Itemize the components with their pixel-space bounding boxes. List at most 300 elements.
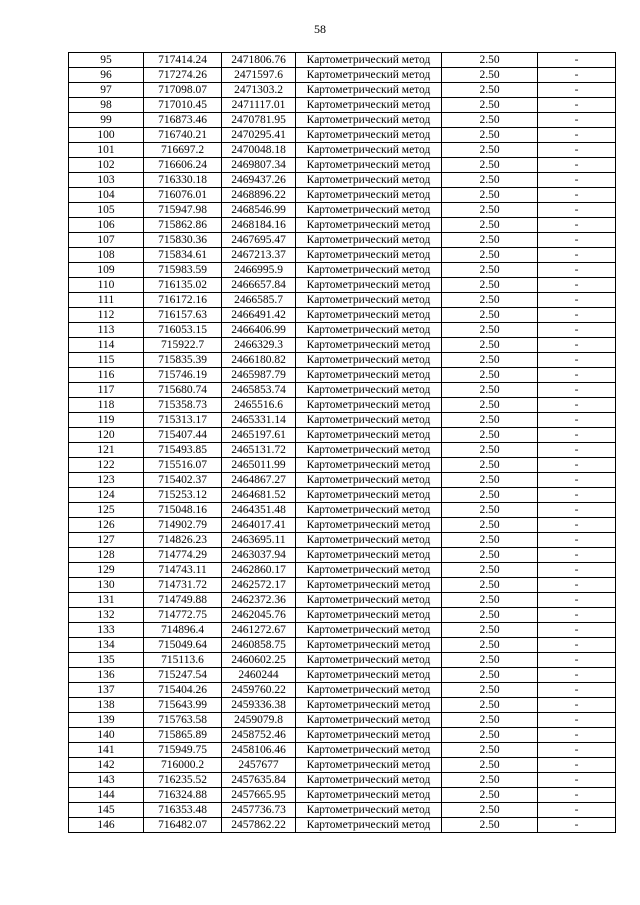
x-coordinate-cell: 715358.73 bbox=[144, 398, 222, 413]
description-cell: - bbox=[538, 383, 616, 398]
point-number-cell: 113 bbox=[69, 323, 144, 338]
accuracy-cell: 2.50 bbox=[442, 788, 538, 803]
y-coordinate-cell: 2471117.01 bbox=[222, 98, 296, 113]
x-coordinate-cell: 714902.79 bbox=[144, 518, 222, 533]
table-row bbox=[69, 773, 616, 788]
description-cell: - bbox=[538, 713, 616, 728]
x-coordinate-cell: 714731.72 bbox=[144, 578, 222, 593]
accuracy-cell: 2.50 bbox=[442, 263, 538, 278]
y-coordinate-cell: 2462372.36 bbox=[222, 593, 296, 608]
method-cell: Картометрический метод bbox=[296, 488, 442, 503]
method-cell: Картометрический метод bbox=[296, 593, 442, 608]
coordinates-table bbox=[68, 52, 616, 833]
method-cell: Картометрический метод bbox=[296, 683, 442, 698]
table-row bbox=[69, 638, 616, 653]
table-row bbox=[69, 53, 616, 68]
point-number-cell: 127 bbox=[69, 533, 144, 548]
accuracy-cell: 2.50 bbox=[442, 143, 538, 158]
x-coordinate-cell: 715834.61 bbox=[144, 248, 222, 263]
x-coordinate-cell: 714772.75 bbox=[144, 608, 222, 623]
x-coordinate-cell: 715253.12 bbox=[144, 488, 222, 503]
table-row bbox=[69, 143, 616, 158]
description-cell: - bbox=[538, 518, 616, 533]
description-cell: - bbox=[538, 743, 616, 758]
description-cell: - bbox=[538, 803, 616, 818]
x-coordinate-cell: 715947.98 bbox=[144, 203, 222, 218]
table-row bbox=[69, 158, 616, 173]
method-cell: Картометрический метод bbox=[296, 143, 442, 158]
x-coordinate-cell: 717274.26 bbox=[144, 68, 222, 83]
page-number: 58 bbox=[314, 22, 326, 36]
y-coordinate-cell: 2469807.34 bbox=[222, 158, 296, 173]
point-number-cell: 146 bbox=[69, 818, 144, 833]
point-number-cell: 118 bbox=[69, 398, 144, 413]
point-number-cell: 139 bbox=[69, 713, 144, 728]
description-cell: - bbox=[538, 203, 616, 218]
table-row bbox=[69, 383, 616, 398]
table-row bbox=[69, 788, 616, 803]
description-cell: - bbox=[538, 548, 616, 563]
y-coordinate-cell: 2457736.73 bbox=[222, 803, 296, 818]
accuracy-cell: 2.50 bbox=[442, 248, 538, 263]
point-number-cell: 132 bbox=[69, 608, 144, 623]
x-coordinate-cell: 716172.16 bbox=[144, 293, 222, 308]
description-cell: - bbox=[538, 488, 616, 503]
table-row bbox=[69, 728, 616, 743]
table-row bbox=[69, 653, 616, 668]
accuracy-cell: 2.50 bbox=[442, 413, 538, 428]
method-cell: Картометрический метод bbox=[296, 428, 442, 443]
description-cell: - bbox=[538, 68, 616, 83]
method-cell: Картометрический метод bbox=[296, 668, 442, 683]
accuracy-cell: 2.50 bbox=[442, 503, 538, 518]
point-number-cell: 128 bbox=[69, 548, 144, 563]
y-coordinate-cell: 2471806.76 bbox=[222, 53, 296, 68]
table-row bbox=[69, 113, 616, 128]
method-cell: Картометрический метод bbox=[296, 728, 442, 743]
point-number-cell: 119 bbox=[69, 413, 144, 428]
accuracy-cell: 2.50 bbox=[442, 128, 538, 143]
accuracy-cell: 2.50 bbox=[442, 398, 538, 413]
accuracy-cell: 2.50 bbox=[442, 743, 538, 758]
accuracy-cell: 2.50 bbox=[442, 668, 538, 683]
accuracy-cell: 2.50 bbox=[442, 68, 538, 83]
y-coordinate-cell: 2466180.82 bbox=[222, 353, 296, 368]
accuracy-cell: 2.50 bbox=[442, 653, 538, 668]
table-row bbox=[69, 248, 616, 263]
method-cell: Картометрический метод bbox=[296, 113, 442, 128]
point-number-cell: 117 bbox=[69, 383, 144, 398]
point-number-cell: 115 bbox=[69, 353, 144, 368]
x-coordinate-cell: 716324.88 bbox=[144, 788, 222, 803]
x-coordinate-cell: 716740.21 bbox=[144, 128, 222, 143]
point-number-cell: 116 bbox=[69, 368, 144, 383]
x-coordinate-cell: 714896.4 bbox=[144, 623, 222, 638]
method-cell: Картометрический метод bbox=[296, 308, 442, 323]
x-coordinate-cell: 716482.07 bbox=[144, 818, 222, 833]
x-coordinate-cell: 715949.75 bbox=[144, 743, 222, 758]
table-row bbox=[69, 668, 616, 683]
table-row bbox=[69, 503, 616, 518]
method-cell: Картометрический метод bbox=[296, 803, 442, 818]
x-coordinate-cell: 715049.64 bbox=[144, 638, 222, 653]
description-cell: - bbox=[538, 533, 616, 548]
point-number-cell: 138 bbox=[69, 698, 144, 713]
method-cell: Картометрический метод bbox=[296, 413, 442, 428]
method-cell: Картометрический метод bbox=[296, 653, 442, 668]
point-number-cell: 102 bbox=[69, 158, 144, 173]
table-row bbox=[69, 398, 616, 413]
y-coordinate-cell: 2466491.42 bbox=[222, 308, 296, 323]
description-cell: - bbox=[538, 818, 616, 833]
point-number-cell: 109 bbox=[69, 263, 144, 278]
method-cell: Картометрический метод bbox=[296, 203, 442, 218]
x-coordinate-cell: 715313.17 bbox=[144, 413, 222, 428]
point-number-cell: 99 bbox=[69, 113, 144, 128]
point-number-cell: 114 bbox=[69, 338, 144, 353]
y-coordinate-cell: 2471303.2 bbox=[222, 83, 296, 98]
description-cell: - bbox=[538, 293, 616, 308]
table-row bbox=[69, 188, 616, 203]
method-cell: Картометрический метод bbox=[296, 293, 442, 308]
table-row bbox=[69, 458, 616, 473]
x-coordinate-cell: 717010.45 bbox=[144, 98, 222, 113]
accuracy-cell: 2.50 bbox=[442, 608, 538, 623]
point-number-cell: 95 bbox=[69, 53, 144, 68]
accuracy-cell: 2.50 bbox=[442, 383, 538, 398]
method-cell: Картометрический метод bbox=[296, 53, 442, 68]
description-cell: - bbox=[538, 278, 616, 293]
accuracy-cell: 2.50 bbox=[442, 698, 538, 713]
y-coordinate-cell: 2460858.75 bbox=[222, 638, 296, 653]
table-row bbox=[69, 803, 616, 818]
table-row bbox=[69, 818, 616, 833]
y-coordinate-cell: 2466995.9 bbox=[222, 263, 296, 278]
x-coordinate-cell: 716606.24 bbox=[144, 158, 222, 173]
description-cell: - bbox=[538, 218, 616, 233]
accuracy-cell: 2.50 bbox=[442, 233, 538, 248]
description-cell: - bbox=[538, 788, 616, 803]
description-cell: - bbox=[538, 188, 616, 203]
point-number-cell: 137 bbox=[69, 683, 144, 698]
description-cell: - bbox=[538, 158, 616, 173]
point-number-cell: 136 bbox=[69, 668, 144, 683]
description-cell: - bbox=[538, 653, 616, 668]
x-coordinate-cell: 715680.74 bbox=[144, 383, 222, 398]
table-row bbox=[69, 128, 616, 143]
y-coordinate-cell: 2465197.61 bbox=[222, 428, 296, 443]
x-coordinate-cell: 715247.54 bbox=[144, 668, 222, 683]
x-coordinate-cell: 715835.39 bbox=[144, 353, 222, 368]
y-coordinate-cell: 2462572.17 bbox=[222, 578, 296, 593]
point-number-cell: 124 bbox=[69, 488, 144, 503]
point-number-cell: 112 bbox=[69, 308, 144, 323]
table-row bbox=[69, 698, 616, 713]
point-number-cell: 133 bbox=[69, 623, 144, 638]
method-cell: Картометрический метод bbox=[296, 248, 442, 263]
description-cell: - bbox=[538, 353, 616, 368]
y-coordinate-cell: 2468184.16 bbox=[222, 218, 296, 233]
method-cell: Картометрический метод bbox=[296, 158, 442, 173]
x-coordinate-cell: 715407.44 bbox=[144, 428, 222, 443]
accuracy-cell: 2.50 bbox=[442, 368, 538, 383]
x-coordinate-cell: 716353.48 bbox=[144, 803, 222, 818]
point-number-cell: 106 bbox=[69, 218, 144, 233]
table-row bbox=[69, 758, 616, 773]
accuracy-cell: 2.50 bbox=[442, 218, 538, 233]
table-row bbox=[69, 308, 616, 323]
x-coordinate-cell: 715113.6 bbox=[144, 653, 222, 668]
description-cell: - bbox=[538, 308, 616, 323]
y-coordinate-cell: 2462860.17 bbox=[222, 563, 296, 578]
description-cell: - bbox=[538, 623, 616, 638]
description-cell: - bbox=[538, 443, 616, 458]
x-coordinate-cell: 715763.58 bbox=[144, 713, 222, 728]
description-cell: - bbox=[538, 248, 616, 263]
point-number-cell: 142 bbox=[69, 758, 144, 773]
y-coordinate-cell: 2461272.67 bbox=[222, 623, 296, 638]
description-cell: - bbox=[538, 698, 616, 713]
x-coordinate-cell: 715643.99 bbox=[144, 698, 222, 713]
accuracy-cell: 2.50 bbox=[442, 338, 538, 353]
table-row bbox=[69, 263, 616, 278]
point-number-cell: 121 bbox=[69, 443, 144, 458]
method-cell: Картометрический метод bbox=[296, 623, 442, 638]
method-cell: Картометрический метод bbox=[296, 383, 442, 398]
accuracy-cell: 2.50 bbox=[442, 683, 538, 698]
point-number-cell: 103 bbox=[69, 173, 144, 188]
y-coordinate-cell: 2459760.22 bbox=[222, 683, 296, 698]
accuracy-cell: 2.50 bbox=[442, 308, 538, 323]
accuracy-cell: 2.50 bbox=[442, 623, 538, 638]
accuracy-cell: 2.50 bbox=[442, 773, 538, 788]
description-cell: - bbox=[538, 458, 616, 473]
y-coordinate-cell: 2465853.74 bbox=[222, 383, 296, 398]
accuracy-cell: 2.50 bbox=[442, 203, 538, 218]
y-coordinate-cell: 2457677 bbox=[222, 758, 296, 773]
y-coordinate-cell: 2465011.99 bbox=[222, 458, 296, 473]
y-coordinate-cell: 2464867.27 bbox=[222, 473, 296, 488]
method-cell: Картометрический метод bbox=[296, 713, 442, 728]
x-coordinate-cell: 715048.16 bbox=[144, 503, 222, 518]
method-cell: Картометрический метод bbox=[296, 818, 442, 833]
description-cell: - bbox=[538, 728, 616, 743]
accuracy-cell: 2.50 bbox=[442, 578, 538, 593]
x-coordinate-cell: 715862.86 bbox=[144, 218, 222, 233]
table-row bbox=[69, 323, 616, 338]
point-number-cell: 120 bbox=[69, 428, 144, 443]
table-row bbox=[69, 593, 616, 608]
point-number-cell: 97 bbox=[69, 83, 144, 98]
method-cell: Картометрический метод bbox=[296, 443, 442, 458]
description-cell: - bbox=[538, 503, 616, 518]
x-coordinate-cell: 715922.7 bbox=[144, 338, 222, 353]
point-number-cell: 96 bbox=[69, 68, 144, 83]
y-coordinate-cell: 2463037.94 bbox=[222, 548, 296, 563]
y-coordinate-cell: 2470295.41 bbox=[222, 128, 296, 143]
x-coordinate-cell: 716076.01 bbox=[144, 188, 222, 203]
x-coordinate-cell: 715830.36 bbox=[144, 233, 222, 248]
method-cell: Картометрический метод bbox=[296, 503, 442, 518]
accuracy-cell: 2.50 bbox=[442, 758, 538, 773]
x-coordinate-cell: 714826.23 bbox=[144, 533, 222, 548]
y-coordinate-cell: 2466329.3 bbox=[222, 338, 296, 353]
accuracy-cell: 2.50 bbox=[442, 113, 538, 128]
table-row bbox=[69, 518, 616, 533]
accuracy-cell: 2.50 bbox=[442, 353, 538, 368]
description-cell: - bbox=[538, 413, 616, 428]
table-row bbox=[69, 203, 616, 218]
description-cell: - bbox=[538, 98, 616, 113]
table-row bbox=[69, 743, 616, 758]
description-cell: - bbox=[538, 53, 616, 68]
table-row bbox=[69, 473, 616, 488]
accuracy-cell: 2.50 bbox=[442, 518, 538, 533]
description-cell: - bbox=[538, 398, 616, 413]
point-number-cell: 107 bbox=[69, 233, 144, 248]
y-coordinate-cell: 2468546.99 bbox=[222, 203, 296, 218]
table-row bbox=[69, 428, 616, 443]
x-coordinate-cell: 716697.2 bbox=[144, 143, 222, 158]
description-cell: - bbox=[538, 143, 616, 158]
table-row bbox=[69, 683, 616, 698]
point-number-cell: 134 bbox=[69, 638, 144, 653]
point-number-cell: 110 bbox=[69, 278, 144, 293]
point-number-cell: 101 bbox=[69, 143, 144, 158]
point-number-cell: 135 bbox=[69, 653, 144, 668]
method-cell: Картометрический метод bbox=[296, 638, 442, 653]
method-cell: Картометрический метод bbox=[296, 173, 442, 188]
method-cell: Картометрический метод bbox=[296, 128, 442, 143]
method-cell: Картометрический метод bbox=[296, 218, 442, 233]
description-cell: - bbox=[538, 323, 616, 338]
accuracy-cell: 2.50 bbox=[442, 443, 538, 458]
y-coordinate-cell: 2457862.22 bbox=[222, 818, 296, 833]
x-coordinate-cell: 714749.88 bbox=[144, 593, 222, 608]
y-coordinate-cell: 2468896.22 bbox=[222, 188, 296, 203]
accuracy-cell: 2.50 bbox=[442, 323, 538, 338]
description-cell: - bbox=[538, 428, 616, 443]
description-cell: - bbox=[538, 563, 616, 578]
y-coordinate-cell: 2464017.41 bbox=[222, 518, 296, 533]
method-cell: Картометрический метод bbox=[296, 698, 442, 713]
accuracy-cell: 2.50 bbox=[442, 548, 538, 563]
method-cell: Картометрический метод bbox=[296, 368, 442, 383]
method-cell: Картометрический метод bbox=[296, 338, 442, 353]
table-row bbox=[69, 443, 616, 458]
method-cell: Картометрический метод bbox=[296, 533, 442, 548]
x-coordinate-cell: 717414.24 bbox=[144, 53, 222, 68]
y-coordinate-cell: 2465516.6 bbox=[222, 398, 296, 413]
y-coordinate-cell: 2470781.95 bbox=[222, 113, 296, 128]
description-cell: - bbox=[538, 338, 616, 353]
y-coordinate-cell: 2457665.95 bbox=[222, 788, 296, 803]
accuracy-cell: 2.50 bbox=[442, 428, 538, 443]
y-coordinate-cell: 2457635.84 bbox=[222, 773, 296, 788]
y-coordinate-cell: 2460602.25 bbox=[222, 653, 296, 668]
description-cell: - bbox=[538, 233, 616, 248]
point-number-cell: 140 bbox=[69, 728, 144, 743]
accuracy-cell: 2.50 bbox=[442, 728, 538, 743]
x-coordinate-cell: 716000.2 bbox=[144, 758, 222, 773]
method-cell: Картометрический метод bbox=[296, 608, 442, 623]
description-cell: - bbox=[538, 593, 616, 608]
point-number-cell: 143 bbox=[69, 773, 144, 788]
method-cell: Картометрический метод bbox=[296, 548, 442, 563]
point-number-cell: 141 bbox=[69, 743, 144, 758]
table-row bbox=[69, 83, 616, 98]
description-cell: - bbox=[538, 758, 616, 773]
table-row bbox=[69, 713, 616, 728]
table-row bbox=[69, 578, 616, 593]
x-coordinate-cell: 716157.63 bbox=[144, 308, 222, 323]
description-cell: - bbox=[538, 683, 616, 698]
point-number-cell: 125 bbox=[69, 503, 144, 518]
accuracy-cell: 2.50 bbox=[442, 713, 538, 728]
coordinates-table-body bbox=[69, 53, 616, 833]
accuracy-cell: 2.50 bbox=[442, 173, 538, 188]
table-row bbox=[69, 623, 616, 638]
x-coordinate-cell: 715865.89 bbox=[144, 728, 222, 743]
point-number-cell: 100 bbox=[69, 128, 144, 143]
y-coordinate-cell: 2466657.84 bbox=[222, 278, 296, 293]
point-number-cell: 130 bbox=[69, 578, 144, 593]
method-cell: Картометрический метод bbox=[296, 458, 442, 473]
y-coordinate-cell: 2466406.99 bbox=[222, 323, 296, 338]
table-row bbox=[69, 98, 616, 113]
method-cell: Картометрический метод bbox=[296, 188, 442, 203]
accuracy-cell: 2.50 bbox=[442, 473, 538, 488]
accuracy-cell: 2.50 bbox=[442, 53, 538, 68]
table-row bbox=[69, 293, 616, 308]
y-coordinate-cell: 2463695.11 bbox=[222, 533, 296, 548]
x-coordinate-cell: 716873.46 bbox=[144, 113, 222, 128]
method-cell: Картометрический метод bbox=[296, 353, 442, 368]
table-row bbox=[69, 173, 616, 188]
y-coordinate-cell: 2458106.46 bbox=[222, 743, 296, 758]
point-number-cell: 144 bbox=[69, 788, 144, 803]
x-coordinate-cell: 715516.07 bbox=[144, 458, 222, 473]
method-cell: Картометрический метод bbox=[296, 578, 442, 593]
accuracy-cell: 2.50 bbox=[442, 638, 538, 653]
y-coordinate-cell: 2470048.18 bbox=[222, 143, 296, 158]
method-cell: Картометрический метод bbox=[296, 788, 442, 803]
accuracy-cell: 2.50 bbox=[442, 533, 538, 548]
description-cell: - bbox=[538, 263, 616, 278]
description-cell: - bbox=[538, 608, 616, 623]
description-cell: - bbox=[538, 668, 616, 683]
point-number-cell: 108 bbox=[69, 248, 144, 263]
y-coordinate-cell: 2471597.6 bbox=[222, 68, 296, 83]
y-coordinate-cell: 2465987.79 bbox=[222, 368, 296, 383]
description-cell: - bbox=[538, 128, 616, 143]
method-cell: Картометрический метод bbox=[296, 773, 442, 788]
x-coordinate-cell: 715404.26 bbox=[144, 683, 222, 698]
y-coordinate-cell: 2464681.52 bbox=[222, 488, 296, 503]
accuracy-cell: 2.50 bbox=[442, 293, 538, 308]
x-coordinate-cell: 716330.18 bbox=[144, 173, 222, 188]
description-cell: - bbox=[538, 638, 616, 653]
point-number-cell: 98 bbox=[69, 98, 144, 113]
table-row bbox=[69, 233, 616, 248]
table-row bbox=[69, 488, 616, 503]
method-cell: Картометрический метод bbox=[296, 518, 442, 533]
accuracy-cell: 2.50 bbox=[442, 818, 538, 833]
description-cell: - bbox=[538, 83, 616, 98]
accuracy-cell: 2.50 bbox=[442, 83, 538, 98]
x-coordinate-cell: 716235.52 bbox=[144, 773, 222, 788]
y-coordinate-cell: 2462045.76 bbox=[222, 608, 296, 623]
